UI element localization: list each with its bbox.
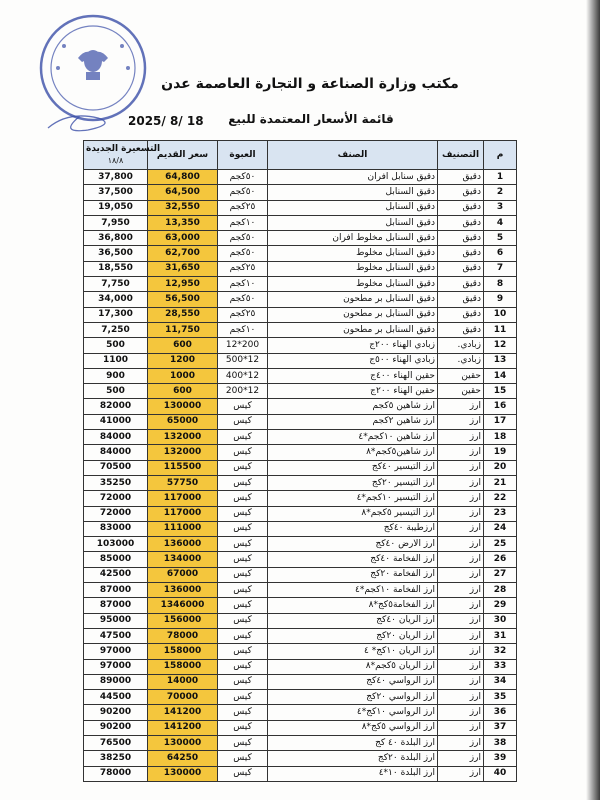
page-edge-shadow [586,0,600,800]
new-price-cell: 35250 [84,475,148,490]
new-price-cell: 97000 [84,644,148,659]
table-row [84,598,517,613]
list-title: قائمة الأسعار المعتمدة للبيع [228,112,394,126]
new-price-cell: 500 [84,384,148,399]
old-price-cell: 117000 [148,506,218,521]
new-price-cell: 72000 [84,491,148,506]
category-cell: ارز [438,399,484,414]
new-price-cell: 47500 [84,628,148,643]
item-cell: ارز الريان ٢٠كج [268,628,438,643]
index-cell: 25 [484,537,517,552]
old-price-cell: 70000 [148,690,218,705]
index-cell: 9 [484,292,517,307]
old-price-cell: 130000 [148,766,218,781]
new-price-cell: 87000 [84,598,148,613]
item-cell: ارز الفخامة ١٠كجم*٤ [268,583,438,598]
category-cell: ارز [438,552,484,567]
item-cell: دقيق السنابل [268,185,438,200]
package-cell: كيس [218,720,268,735]
old-price-cell: 67000 [148,567,218,582]
new-price-cell: 76500 [84,735,148,750]
index-cell: 35 [484,690,517,705]
item-cell: دقيق السنابل بر مطحون [268,322,438,337]
old-price-cell: 158000 [148,644,218,659]
index-cell: 30 [484,613,517,628]
package-cell: كيس [218,521,268,536]
package-cell: كيس [218,674,268,689]
old-price-cell: 32,550 [148,200,218,215]
category-cell: حقين [438,368,484,383]
col-new-price-label: التسعيرة الجديدة [86,144,161,154]
index-cell: 32 [484,644,517,659]
old-price-cell: 132000 [148,430,218,445]
category-cell: ارز [438,445,484,460]
category-cell: دقيق [438,307,484,322]
new-price-cell: 87000 [84,583,148,598]
table-row [84,307,517,322]
old-price-cell: 115500 [148,460,218,475]
table-row [84,277,517,292]
table-row [84,521,517,536]
item-cell: زبادي الهناء ٥٠٠ج [268,353,438,368]
new-price-cell: 36,800 [84,231,148,246]
table-row [84,384,517,399]
table-row [84,674,517,689]
table-row [84,430,517,445]
category-cell: دقيق [438,292,484,307]
index-cell: 19 [484,445,517,460]
old-price-cell: 156000 [148,613,218,628]
old-price-cell: 141200 [148,705,218,720]
old-price-cell: 117000 [148,491,218,506]
old-price-cell: 57750 [148,475,218,490]
category-cell: ارز [438,521,484,536]
old-price-cell: 31,650 [148,261,218,276]
index-cell: 13 [484,353,517,368]
old-price-cell: 64250 [148,751,218,766]
index-cell: 38 [484,735,517,750]
table-row [84,491,517,506]
category-cell: ارز [438,537,484,552]
table-row [84,292,517,307]
table-row [84,460,517,475]
category-cell: ارز [438,644,484,659]
old-price-cell: 136000 [148,537,218,552]
item-cell: ارز التيسير ٤٠كج [268,460,438,475]
category-cell: دقيق [438,170,484,185]
item-cell: دقيق سنابل افران [268,170,438,185]
item-cell: دقيق السنابل [268,215,438,230]
new-price-cell: 84000 [84,430,148,445]
item-cell: ارز البلدة ٢٠كج [268,751,438,766]
col-item: الصنف [268,141,438,170]
package-cell: ١٠كجم [218,277,268,292]
new-price-cell: 1100 [84,353,148,368]
package-cell: كيس [218,399,268,414]
category-cell: ارز [438,613,484,628]
package-cell: ٢٥كجم [218,261,268,276]
category-cell: دقيق [438,231,484,246]
category-cell: ارز [438,735,484,750]
table-row [84,185,517,200]
item-cell: ارز الريان ٤٠كج [268,613,438,628]
item-cell: ارز التيسير ١٠كجم*٤ [268,491,438,506]
table-row [84,583,517,598]
old-price-cell: 64,800 [148,170,218,185]
category-cell: ارز [438,598,484,613]
category-cell: ارز [438,674,484,689]
index-cell: 7 [484,261,517,276]
package-cell: 12*400 [218,368,268,383]
package-cell: كيس [218,491,268,506]
package-cell: 200*12 [218,338,268,353]
table-row [84,506,517,521]
item-cell: ارز الريان ٥كجم*٨ [268,659,438,674]
new-price-cell: 37,800 [84,170,148,185]
new-price-cell: 900 [84,368,148,383]
new-price-cell: 72000 [84,506,148,521]
item-cell: ارز التيسير ٥كجم*٨ [268,506,438,521]
item-cell: ارز الرواسي ٥كج*٨ [268,720,438,735]
index-cell: 20 [484,460,517,475]
new-price-cell: 18,550 [84,261,148,276]
item-cell: ارز الريان ١٠كج* ٤ [268,644,438,659]
index-cell: 14 [484,368,517,383]
item-cell: ارز التيسير ٢٠كج [268,475,438,490]
package-cell: كيس [218,613,268,628]
package-cell: كيس [218,628,268,643]
category-cell: ارز [438,583,484,598]
package-cell: كيس [218,690,268,705]
item-cell: ارز البلدة ٤٠ كج [268,735,438,750]
table-row [84,399,517,414]
table-row [84,322,517,337]
table-row [84,751,517,766]
package-cell: كيس [218,552,268,567]
item-cell: دقيق السنابل مخلوط [268,261,438,276]
table-row [84,644,517,659]
old-price-cell: 158000 [148,659,218,674]
category-cell: زبادي. [438,338,484,353]
index-cell: 26 [484,552,517,567]
old-price-cell: 600 [148,338,218,353]
item-cell: دقيق السنابل [268,200,438,215]
package-cell: كيس [218,430,268,445]
package-cell: ٥٠كجم [218,292,268,307]
category-cell: دقيق [438,200,484,215]
table-row [84,567,517,582]
new-price-cell: 82000 [84,399,148,414]
package-cell: كيس [218,567,268,582]
index-cell: 11 [484,322,517,337]
table-row [84,414,517,429]
category-cell: دقيق [438,261,484,276]
table-row [84,613,517,628]
index-cell: 10 [484,307,517,322]
col-category: التصنيف [438,141,484,170]
index-cell: 22 [484,491,517,506]
package-cell: ١٠كجم [218,322,268,337]
new-price-cell: 7,250 [84,322,148,337]
item-cell: ارز الارض ٤٠كج [268,537,438,552]
item-cell: ارز شاهين ٢كجم [268,414,438,429]
new-price-cell: 85000 [84,552,148,567]
old-price-cell: 600 [148,384,218,399]
new-price-cell: 7,750 [84,277,148,292]
package-cell: ٢٥كجم [218,307,268,322]
new-price-cell: 42500 [84,567,148,582]
list-date: 2025/ 8/ 18 [128,114,204,128]
old-price-cell: 1200 [148,353,218,368]
index-cell: 34 [484,674,517,689]
index-cell: 17 [484,414,517,429]
old-price-cell: 1346000 [148,598,218,613]
table-row [84,537,517,552]
table-row [84,552,517,567]
item-cell: ارز الفخامة ٤٠كج [268,552,438,567]
old-price-cell: 63,000 [148,231,218,246]
table-row [84,735,517,750]
category-cell: ارز [438,460,484,475]
new-price-cell: 17,300 [84,307,148,322]
table-row [84,445,517,460]
category-cell: ارز [438,720,484,735]
old-price-cell: 111000 [148,521,218,536]
category-cell: ارز [438,628,484,643]
package-cell: ٥٠كجم [218,246,268,261]
package-cell: كيس [218,598,268,613]
category-cell: ارز [438,491,484,506]
new-price-cell: 89000 [84,674,148,689]
office-title: مكتب وزارة الصناعة و التجارة العاصمة عدن [161,76,459,92]
old-price-cell: 130000 [148,735,218,750]
category-cell: دقيق [438,215,484,230]
category-cell: ارز [438,690,484,705]
old-price-cell: 28,550 [148,307,218,322]
table-row [84,475,517,490]
index-cell: 18 [484,430,517,445]
table-row [84,368,517,383]
index-cell: 8 [484,277,517,292]
package-cell: كيس [218,583,268,598]
old-price-cell: 136000 [148,583,218,598]
index-cell: 37 [484,720,517,735]
category-cell: ارز [438,430,484,445]
item-cell: دقيق السنابل مخلوط [268,246,438,261]
item-cell: ارز الرواسي ١٠كج*٤ [268,705,438,720]
new-price-cell: 19,050 [84,200,148,215]
table-row [84,200,517,215]
old-price-cell: 1000 [148,368,218,383]
package-cell: كيس [218,751,268,766]
table-row [84,659,517,674]
index-cell: 6 [484,246,517,261]
col-package: العبوة [218,141,268,170]
package-cell: كيس [218,506,268,521]
col-new-price-date: ١٨/٨ [107,156,124,165]
package-cell: كيس [218,705,268,720]
package-cell: كيس [218,414,268,429]
table-row [84,766,517,781]
col-new-price [84,141,161,170]
old-price-cell: 130000 [148,399,218,414]
new-price-cell: 70500 [84,460,148,475]
index-cell: 21 [484,475,517,490]
category-cell: دقيق [438,246,484,261]
index-cell: 2 [484,185,517,200]
package-cell: ٥٠كجم [218,170,268,185]
col-old-price: سعر القديم [148,141,218,170]
old-price-cell: 134000 [148,552,218,567]
new-price-cell: 7,950 [84,215,148,230]
new-price-cell: 36,500 [84,246,148,261]
table-row [84,170,517,185]
new-price-cell: 103000 [84,537,148,552]
index-cell: 33 [484,659,517,674]
table-row [84,720,517,735]
index-cell: 24 [484,521,517,536]
index-cell: 28 [484,583,517,598]
old-price-cell: 12,950 [148,277,218,292]
category-cell: ارز [438,475,484,490]
item-cell: ارزطيبة ٤٠كج [268,521,438,536]
new-price-cell: 34,000 [84,292,148,307]
new-price-cell: 78000 [84,766,148,781]
category-cell: دقيق [438,277,484,292]
item-cell: ارز الرواسي ٤٠كج [268,674,438,689]
new-price-cell: 41000 [84,414,148,429]
item-cell: ارز البلدة ١٠*٤ [268,766,438,781]
index-cell: 3 [484,200,517,215]
index-cell: 29 [484,598,517,613]
new-price-cell: 83000 [84,521,148,536]
package-cell: ١٠كجم [218,215,268,230]
package-cell: كيس [218,460,268,475]
col-index: م [484,141,517,170]
item-cell: دقيق السنابل مخلوط افران [268,231,438,246]
package-cell: 12*200 [218,384,268,399]
table-row [84,246,517,261]
package-cell: ٥٠كجم [218,231,268,246]
new-price-cell: 500 [84,338,148,353]
category-cell: دقيق [438,322,484,337]
category-cell: ارز [438,751,484,766]
item-cell: دقيق السنابل مخلوط [268,277,438,292]
package-cell: ٥٠كجم [218,185,268,200]
old-price-cell: 62,700 [148,246,218,261]
category-cell: دقيق [438,185,484,200]
old-price-cell: 65000 [148,414,218,429]
category-cell: ارز [438,567,484,582]
new-price-cell: 90200 [84,720,148,735]
category-cell: حقين [438,384,484,399]
index-cell: 39 [484,751,517,766]
package-cell: كيس [218,659,268,674]
table-row [84,353,517,368]
package-cell: ٢٥كجم [218,200,268,215]
item-cell: ارز شاهين٥كجم*٨ [268,445,438,460]
old-price-cell: 13,350 [148,215,218,230]
index-cell: 1 [484,170,517,185]
old-price-cell: 11,750 [148,322,218,337]
price-table [83,140,517,782]
index-cell: 36 [484,705,517,720]
new-price-cell: 44500 [84,690,148,705]
item-cell: حقين الهناء ٢٠٠ج [268,384,438,399]
item-cell: ارز الفخامة٥كج*٨ [268,598,438,613]
old-price-cell: 141200 [148,720,218,735]
package-cell: كيس [218,766,268,781]
index-cell: 40 [484,766,517,781]
new-price-cell: 38250 [84,751,148,766]
item-cell: ارز شاهين ١٠كجم*٤ [268,430,438,445]
table-row [84,261,517,276]
package-cell: كيس [218,644,268,659]
item-cell: ارز الرواسي ٢٠كج [268,690,438,705]
table-row [84,705,517,720]
new-price-cell: 37,500 [84,185,148,200]
item-cell: ارز شاهين ٥كجم [268,399,438,414]
package-cell: كيس [218,475,268,490]
old-price-cell: 56,500 [148,292,218,307]
category-cell: زبادي. [438,353,484,368]
item-cell: دقيق السنابل بر مطحون [268,307,438,322]
index-cell: 27 [484,567,517,582]
category-cell: ارز [438,506,484,521]
table-row [84,338,517,353]
index-cell: 23 [484,506,517,521]
item-cell: زبادي الهناء ٢٠٠ج [268,338,438,353]
table-header-row [84,141,517,170]
category-cell: ارز [438,414,484,429]
table-row [84,215,517,230]
index-cell: 31 [484,628,517,643]
old-price-cell: 132000 [148,445,218,460]
index-cell: 4 [484,215,517,230]
package-cell: كيس [218,735,268,750]
old-price-cell: 64,500 [148,185,218,200]
item-cell: حقين الهناء ٤٠٠ج [268,368,438,383]
package-cell: 12*500 [218,353,268,368]
index-cell: 12 [484,338,517,353]
new-price-cell: 97000 [84,659,148,674]
new-price-cell: 90200 [84,705,148,720]
old-price-cell: 78000 [148,628,218,643]
table-row [84,231,517,246]
index-cell: 16 [484,399,517,414]
new-price-cell: 95000 [84,613,148,628]
table-row [84,690,517,705]
table-row [84,628,517,643]
index-cell: 5 [484,231,517,246]
new-price-cell: 84000 [84,445,148,460]
package-cell: كيس [218,537,268,552]
package-cell: كيس [218,445,268,460]
category-cell: ارز [438,705,484,720]
category-cell: ارز [438,659,484,674]
old-price-cell: 14000 [148,674,218,689]
category-cell: ارز [438,766,484,781]
item-cell: ارز الفخامة ٢٠كج [268,567,438,582]
index-cell: 15 [484,384,517,399]
item-cell: دقيق السنابل بر مطحون [268,292,438,307]
